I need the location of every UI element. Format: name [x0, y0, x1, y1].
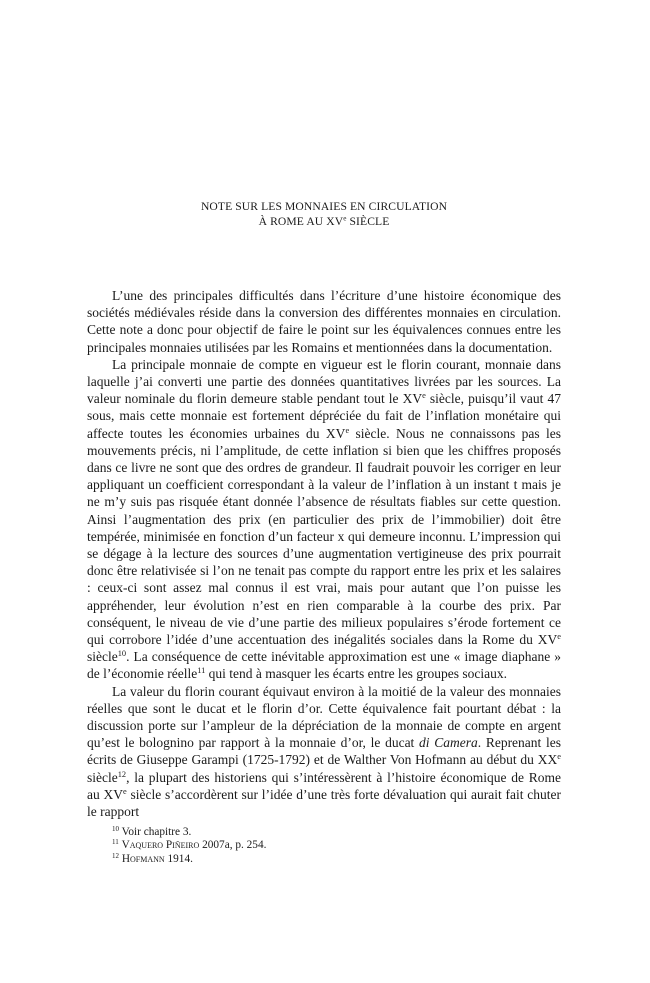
paragraph-2-part-b: siècle, puisqu’il vaut 47 sous, mais cette monnaie est fortement dépréciée du fait de l’inflation monétaire qui affecte toutes les économies urbaines du XV — [87, 391, 561, 441]
footnote-number: 12 — [112, 851, 119, 860]
paragraph-1 — [87, 287, 561, 356]
title-line-2-pre: À ROME AU XV — [258, 215, 344, 228]
paragraph-2-part-f: qui tend à masquer les écarts entre les groupes sociaux. — [205, 666, 508, 682]
footnote-number: 10 — [112, 824, 119, 833]
paragraph-3-part-d: , la plupart des historiens qui s’intéressèrent à l’histoire économique de Rome au XV — [87, 769, 561, 802]
paragraph-3-part-a: La valeur du florin courant équivaut environ à la moitié de la valeur des monnaies réelles que sont le ducat et le florin d’or. Cette équivalence fait pourtant débat : la discussion porte sur l’ampleur de la dépréciation de la monnaie de compte en argent qu’est le bolognino par rapport à la monnaie d’or, le ducat — [87, 683, 561, 751]
footnote-text: Voir chapitre 3. — [119, 826, 192, 838]
century-superscript: e — [557, 752, 561, 762]
footnote-11 — [112, 839, 532, 852]
footnote-ref-10[interactable]: 10 — [117, 649, 127, 659]
footnote-10 — [112, 826, 532, 839]
title-line-1: NOTE SUR LES MONNAIES EN CIRCULATION — [200, 200, 448, 213]
paragraph-2-part-e: . La conséquence de cette inévitable approximation est une « image diaphane » de l’économie réelle — [87, 649, 561, 682]
paragraph-3-part-c: siècle — [87, 769, 118, 785]
century-superscript: e — [123, 786, 127, 796]
chapter-title — [94, 199, 554, 229]
century-superscript: e — [557, 632, 561, 642]
paragraph-1-text: L’une des principales difficultés dans l’écriture d’une histoire économique des sociétés médiévales réside dans la conversion des différentes monnaies en circulation. Cette note a donc pour objectif de faire le point sur les équivalences connues entre les principales monnaies utilisées par les Romains et mentionnées dans la documentation. — [87, 288, 561, 355]
title-line-2-post: SIÈCLE — [346, 215, 390, 228]
paragraph-2 — [87, 356, 561, 683]
footnote-text: 1914. — [164, 852, 193, 865]
footnote-author: Vaquero Piñeiro — [121, 839, 200, 852]
footnote-ref-12[interactable]: 12 — [117, 769, 127, 779]
paragraph-2-part-c: siècle. Nous ne connaissons pas les mouvements précis, ni l’amplitude, de cette inflation si bien que les chiffres proposés dans ce livre ne sont que des ordres de grandeur. Il faudrait pouvoir les corriger en leur appliquant un coefficient correspondant à la valeur de l’inflation à un instant t mais je ne m’y suis pas risquée étant donnée l’absence de résultats fiables sur cette question. Ainsi l’augmentation des prix (en particulier des prix de l’immobilier) doit être tempérée, minimisée en fonction d’un facteur x qui demeure inconnu. L’impression qui se dégage à la lecture des sources d’une augmentation vertigineuse des prix pourrait donc être relativisée si l’on ne tenait pas compte du rapport entre les prix et les salaires : ceux-ci sont assez mal connus il est vrai, mais pour autant que l’on puisse les appréhender, leur évolution n’est en rien comparable à la courbe des prix. Par conséquent, le niveau de vie d’une partie des milieux populaires s’érode fortement ce qui corrobore l’idée d’une accentuation des inégalités sociales dans la Rome du XV — [87, 425, 561, 648]
footnote-12 — [112, 853, 532, 866]
paragraph-3-italic: di Camera — [419, 735, 478, 751]
footnote-text: 2007a, p. 254. — [199, 839, 267, 852]
century-superscript: e — [422, 391, 426, 401]
paragraph-3-part-e: siècle s’accordèrent sur l’idée d’une très forte dévaluation qui aurait fait chuter le rapport — [87, 786, 561, 820]
footnote-number: 11 — [112, 838, 119, 847]
title-line-2 — [94, 214, 554, 229]
footnote-ref-11[interactable]: 11 — [197, 666, 206, 676]
century-superscript: e — [345, 425, 350, 435]
title-century-superscript: e — [343, 214, 347, 223]
paragraph-2-part-d: siècle — [87, 649, 118, 665]
footnotes — [112, 826, 532, 866]
body-text — [87, 287, 561, 820]
paragraph-3 — [87, 683, 561, 821]
paragraph-3-part-b: . Reprenant les écrits de Giuseppe Garampi (1725-1792) et de Walther Von Hofmann au début du XX — [87, 735, 561, 768]
paragraph-2-part-a: La principale monnaie de compte en vigueur est le florin courant, monnaie dans laquelle j’ai converti une partie des données quantitatives livrées par les sources. La valeur nominale du florin demeure stable pendant tout le XV — [87, 356, 561, 407]
footnote-author: Hofmann — [121, 852, 165, 865]
